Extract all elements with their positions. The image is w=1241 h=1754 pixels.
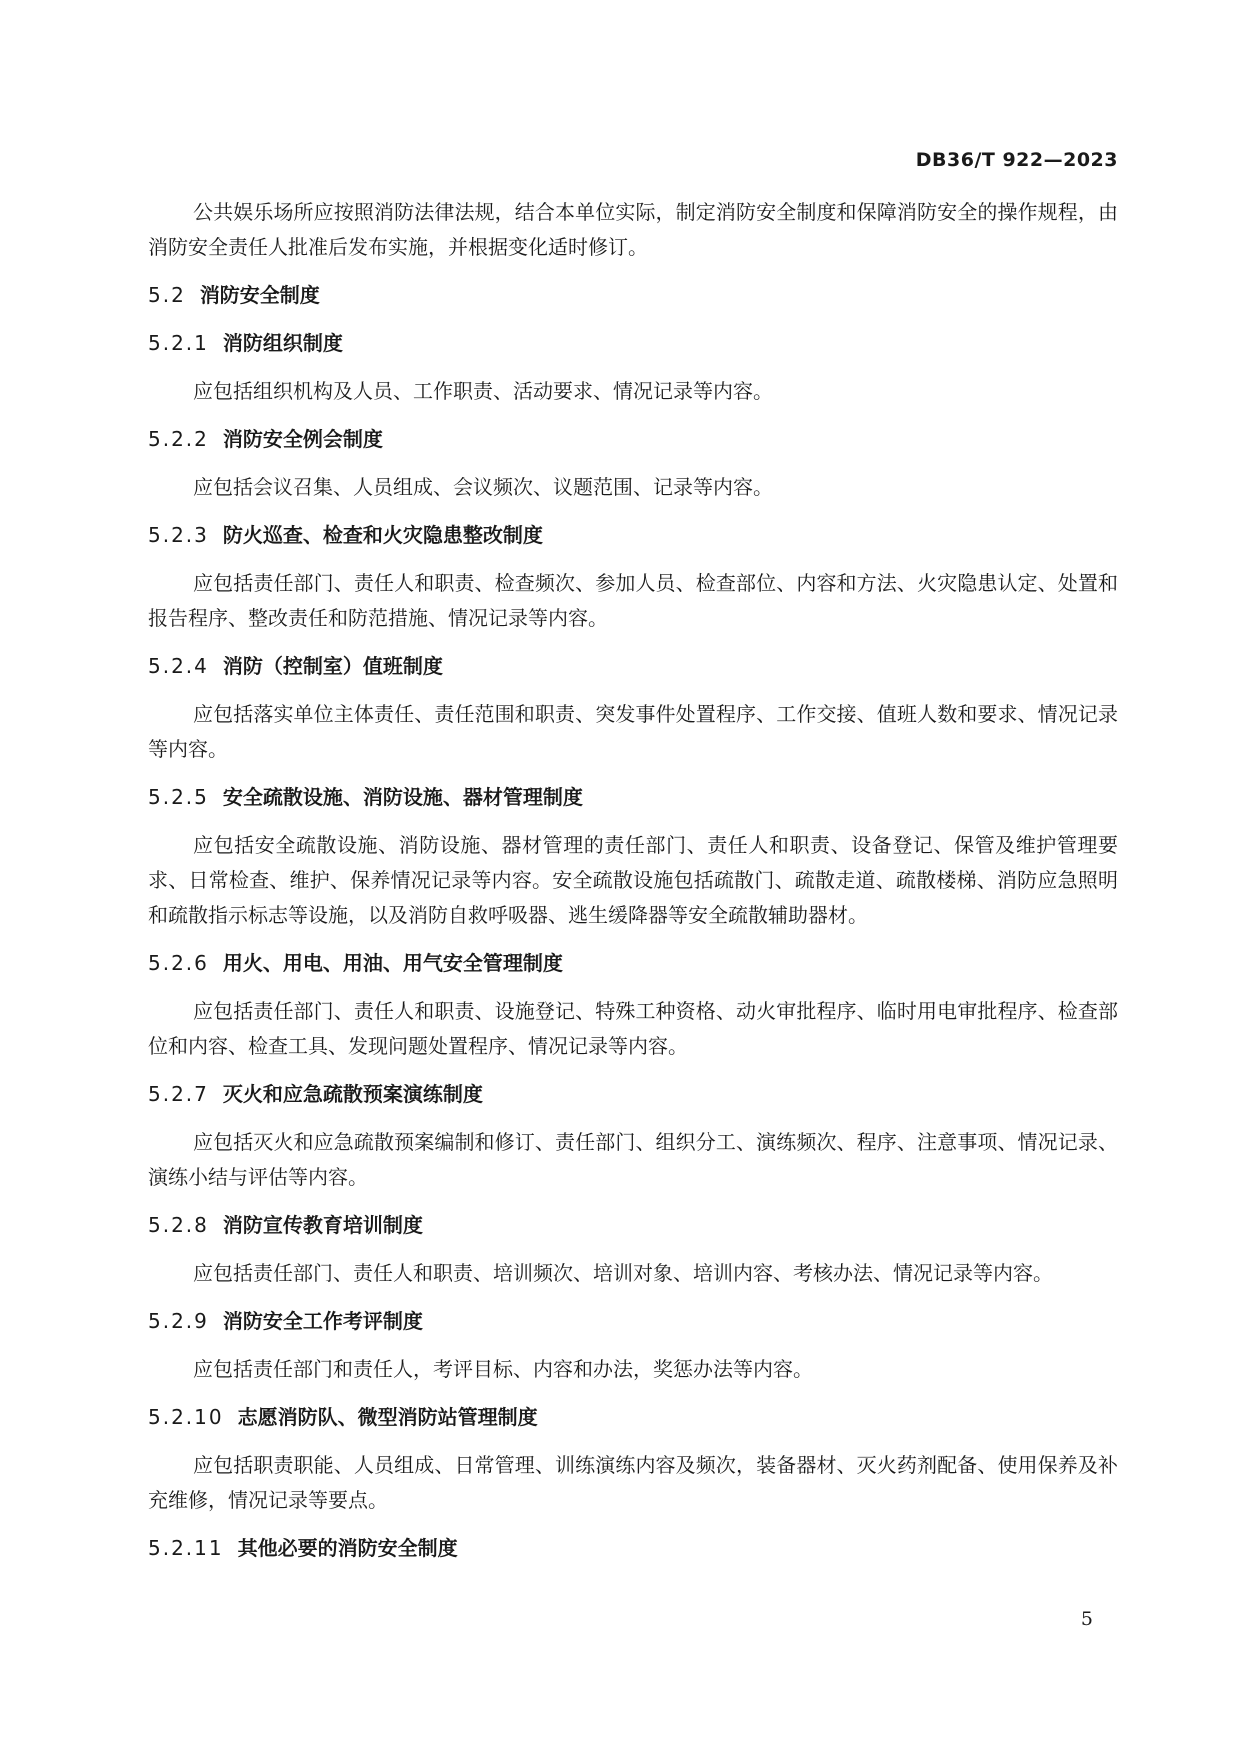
section-heading xyxy=(148,278,1118,313)
clause-number: 5.2.9 xyxy=(148,1309,209,1333)
document-code: DB36/T 922—2023 xyxy=(915,149,1118,171)
clause-number: 5.2.2 xyxy=(148,427,209,451)
clause-text: 应包括责任部门、责任人和职责、设施登记、特殊工种资格、动火审批程序、临时用电审批程序、检查部位和内容、检查工具、发现问题处置程序、情况记录等内容。 xyxy=(148,999,1118,1058)
clause-heading xyxy=(148,422,1118,457)
clause-title: 用火、用电、用油、用气安全管理制度 xyxy=(222,951,563,975)
clause-number: 5.2.5 xyxy=(148,785,209,809)
clause-number: 5.2.11 xyxy=(148,1536,224,1560)
clause-number: 5.2.4 xyxy=(148,654,209,678)
clause-text: 应包括责任部门、责任人和职责、培训频次、培训对象、培训内容、考核办法、情况记录等内容。 xyxy=(193,1261,1053,1285)
clause-title: 志愿消防队、微型消防站管理制度 xyxy=(237,1405,538,1429)
clause-text: 应包括组织机构及人员、工作职责、活动要求、情况记录等内容。 xyxy=(193,379,773,403)
section-title: 消防安全制度 xyxy=(199,283,320,307)
clause-title: 灭火和应急疏散预案演练制度 xyxy=(222,1082,483,1106)
clause-title: 安全疏散设施、消防设施、器材管理制度 xyxy=(222,785,583,809)
clause-number: 5.2.6 xyxy=(148,951,209,975)
clause-text: 应包括会议召集、人员组成、会议频次、议题范围、记录等内容。 xyxy=(193,475,773,499)
clause-number: 5.2.1 xyxy=(148,331,209,355)
clause-text: 应包括责任部门、责任人和职责、检查频次、参加人员、检查部位、内容和方法、火灾隐患认定、处置和报告程序、整改责任和防范措施、情况记录等内容。 xyxy=(148,571,1118,630)
clause-title: 防火巡查、检查和火灾隐患整改制度 xyxy=(222,523,543,547)
section-number: 5.2 xyxy=(148,283,186,307)
clause-number: 5.2.8 xyxy=(148,1213,209,1237)
clause-number: 5.2.3 xyxy=(148,523,209,547)
clause-heading xyxy=(148,518,1118,553)
clause-text: 应包括落实单位主体责任、责任范围和职责、突发事件处置程序、工作交接、值班人数和要求、情况记录等内容。 xyxy=(148,702,1118,761)
clause-text: 应包括安全疏散设施、消防设施、器材管理的责任部门、责任人和职责、设备登记、保管及维护管理要求、日常检查、维护、保养情况记录等内容。安全疏散设施包括疏散门、疏散走道、疏散楼梯、消防应急照明和疏散指示标志等设施，以及消防自救呼吸器、逃生缓降器等安全疏散辅助器材。 xyxy=(148,833,1118,927)
clause-heading xyxy=(148,946,1118,981)
clause-heading xyxy=(148,1531,1118,1566)
clause-heading xyxy=(148,780,1118,815)
clause-number: 5.2.7 xyxy=(148,1082,209,1106)
clause-heading xyxy=(148,326,1118,361)
clause-heading xyxy=(148,1304,1118,1339)
clause-text: 应包括责任部门和责任人，考评目标、内容和办法，奖惩办法等内容。 xyxy=(193,1357,813,1381)
clause-text: 应包括职责职能、人员组成、日常管理、训练演练内容及频次，装备器材、灭火药剂配备、使用保养及补充维修，情况记录等要点。 xyxy=(148,1453,1118,1512)
document-body xyxy=(148,195,1118,1579)
clause-title: 消防组织制度 xyxy=(222,331,343,355)
clause-heading xyxy=(148,649,1118,684)
clause-number: 5.2.10 xyxy=(148,1405,224,1429)
clause-title: 其他必要的消防安全制度 xyxy=(237,1536,458,1560)
clause-heading xyxy=(148,1208,1118,1243)
clause-text: 应包括灭火和应急疏散预案编制和修订、责任部门、组织分工、演练频次、程序、注意事项、情况记录、演练小结与评估等内容。 xyxy=(148,1130,1118,1189)
clause-title: 消防安全工作考评制度 xyxy=(222,1309,423,1333)
intro-paragraph: 公共娱乐场所应按照消防法律法规，结合本单位实际，制定消防安全制度和保障消防安全的操作规程，由消防安全责任人批准后发布实施，并根据变化适时修订。 xyxy=(148,200,1118,259)
clause-title: 消防宣传教育培训制度 xyxy=(222,1213,423,1237)
page-number: 5 xyxy=(1080,1608,1093,1630)
clause-title: 消防（控制室）值班制度 xyxy=(222,654,443,678)
clause-heading xyxy=(148,1077,1118,1112)
clause-heading xyxy=(148,1400,1118,1435)
clause-title: 消防安全例会制度 xyxy=(222,427,383,451)
